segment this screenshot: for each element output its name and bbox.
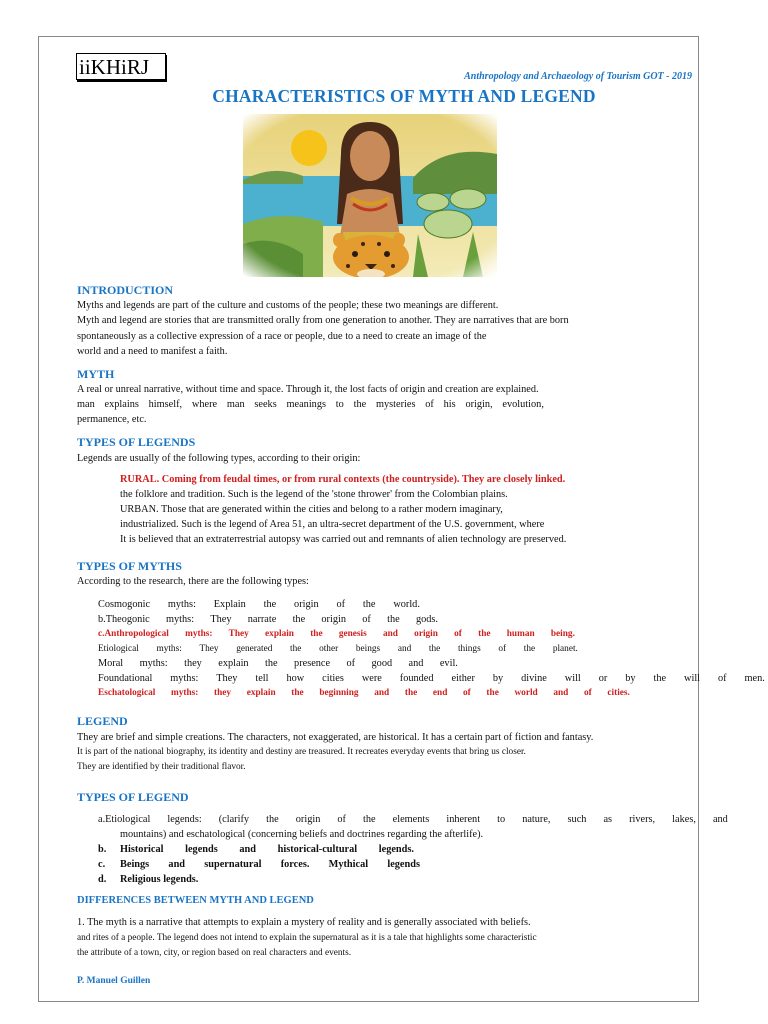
text-line: spontaneously as a collective expression of a race or people, due to a need to create an image of the — [77, 330, 487, 342]
legend-line-1: They are brief and simple creations. The characters, not exaggerated, are historical. It has a certain part of fiction and fantasy. — [77, 732, 594, 743]
legend-type-a-line-2: mountains) and eschatological (concerning beliefs and doctrines regarding the afterlife). — [120, 829, 484, 840]
myth-type-moral: Moral myths: they explain the presence of good and evil. — [98, 658, 458, 669]
differences-line-3: the attribute of a town, city, or region based on real characters and events. — [77, 948, 352, 958]
legend-heading: LEGEND — [77, 714, 128, 728]
myth-type-eschatological: Eschatological myths: they explain the beginning and the end of the world and of cities. — [98, 688, 630, 698]
introduction-heading: INTRODUCTION — [77, 283, 174, 297]
types-of-legends-heading: TYPES OF LEGENDS — [77, 435, 196, 449]
urban-line-3: It is believed that an extraterrestrial autopsy was carried out and remnants of alien technology are preserved. — [120, 534, 567, 545]
myth-heading: MYTH — [77, 367, 115, 381]
text-line: world and a need to manifest a faith. — [77, 345, 228, 357]
page-title: CHARACTERISTICS OF MYTH AND LEGEND — [212, 86, 596, 106]
legend-line-3: They are identified by their traditional flavor. — [77, 762, 246, 772]
legend-type-c-marker: c. — [98, 859, 106, 870]
types-of-legend-heading: TYPES OF LEGEND — [77, 790, 189, 804]
text-line: Myths and legends are part of the culture and customs of the people; these two meanings are different. — [77, 300, 499, 311]
urban-line-2: industrialized. Such is the legend of Area 51, an ultra-secret department of the U.S. government, where — [120, 519, 545, 530]
myth-type-anthropological: c.Anthropological myths: They explain the genesis and origin of the human being. — [98, 629, 575, 639]
rural-line-2: the folklore and tradition. Such is the legend of the 'stone thrower' from the Colombian plains. — [120, 489, 508, 500]
types-of-myths-intro: According to the research, there are the following types: — [77, 576, 309, 587]
legend-type-d: Religious legends. — [120, 874, 199, 885]
author-signature: P. Manuel Guillen — [77, 976, 151, 986]
legend-type-b-marker: b. — [98, 844, 107, 855]
legend-type-a-line-1: a.Etiological legends: (clarify the origin of the elements inherent to nature, such as rivers, lakes, and — [98, 814, 728, 825]
differences-line-1: 1. The myth is a narrative that attempts to explain a mystery of reality and is generally associated with beliefs. — [77, 917, 531, 928]
legend-type-c: Beings and supernatural forces. Mythical legends — [120, 859, 420, 870]
text-line: Myth and legend are stories that are transmitted orally from one generation to another. They are narratives that are born — [77, 315, 569, 327]
myth-line-1: A real or unreal narrative, without time and space. Through it, the lost facts of origin and creation are explained. — [77, 384, 539, 395]
legend-type-d-marker: d. — [98, 874, 107, 885]
myth-type-theogonic: b.Theogonic myths: They narrate the origin of the gods. — [98, 614, 438, 625]
legend-line-2: It is part of the national biography, its identity and destiny are treasured. It recreates everyday events that bring us closer. — [77, 747, 526, 757]
rural-line-1: RURAL. Coming from feudal times, or from rural contexts (the countryside). They are closely linked. — [120, 474, 566, 485]
differences-line-2: and rites of a people. The legend does not intend to explain the supernatural as it is a tale that highlights some characteristic — [77, 933, 537, 943]
urban-line-1: URBAN. Those that are generated within the cities and belong to a rather modern imaginary, — [120, 504, 503, 515]
myth-type-cosmogonic: Cosmogonic myths: Explain the origin of the world. — [98, 599, 420, 610]
myth-line-3: permanence, etc. — [77, 414, 147, 425]
woman-with-jaguar-illustration — [243, 114, 497, 277]
types-of-legends-intro: Legends are usually of the following types, according to their origin: — [77, 453, 361, 464]
myth-type-etiological: Etiological myths: They generated the other beings and the things of the planet. — [98, 644, 578, 654]
myth-line-2: man explains himself, where man seeks meanings to the mysteries of his origin, evolution, — [77, 399, 544, 410]
introduction-paragraph — [77, 298, 569, 359]
differences-heading: DIFFERENCES BETWEEN MYTH AND LEGEND — [77, 895, 314, 906]
myth-type-foundational: Foundational myths: They tell how cities were founded either by divine will or by the will of men. — [98, 673, 765, 684]
logo: iiKHiRJ — [76, 53, 166, 80]
types-of-myths-heading: TYPES OF MYTHS — [77, 559, 182, 573]
course-label: Anthropology and Archaeology of Tourism GOT - 2019 — [464, 71, 692, 82]
legend-type-b: Historical legends and historical-cultural legends. — [120, 844, 414, 855]
